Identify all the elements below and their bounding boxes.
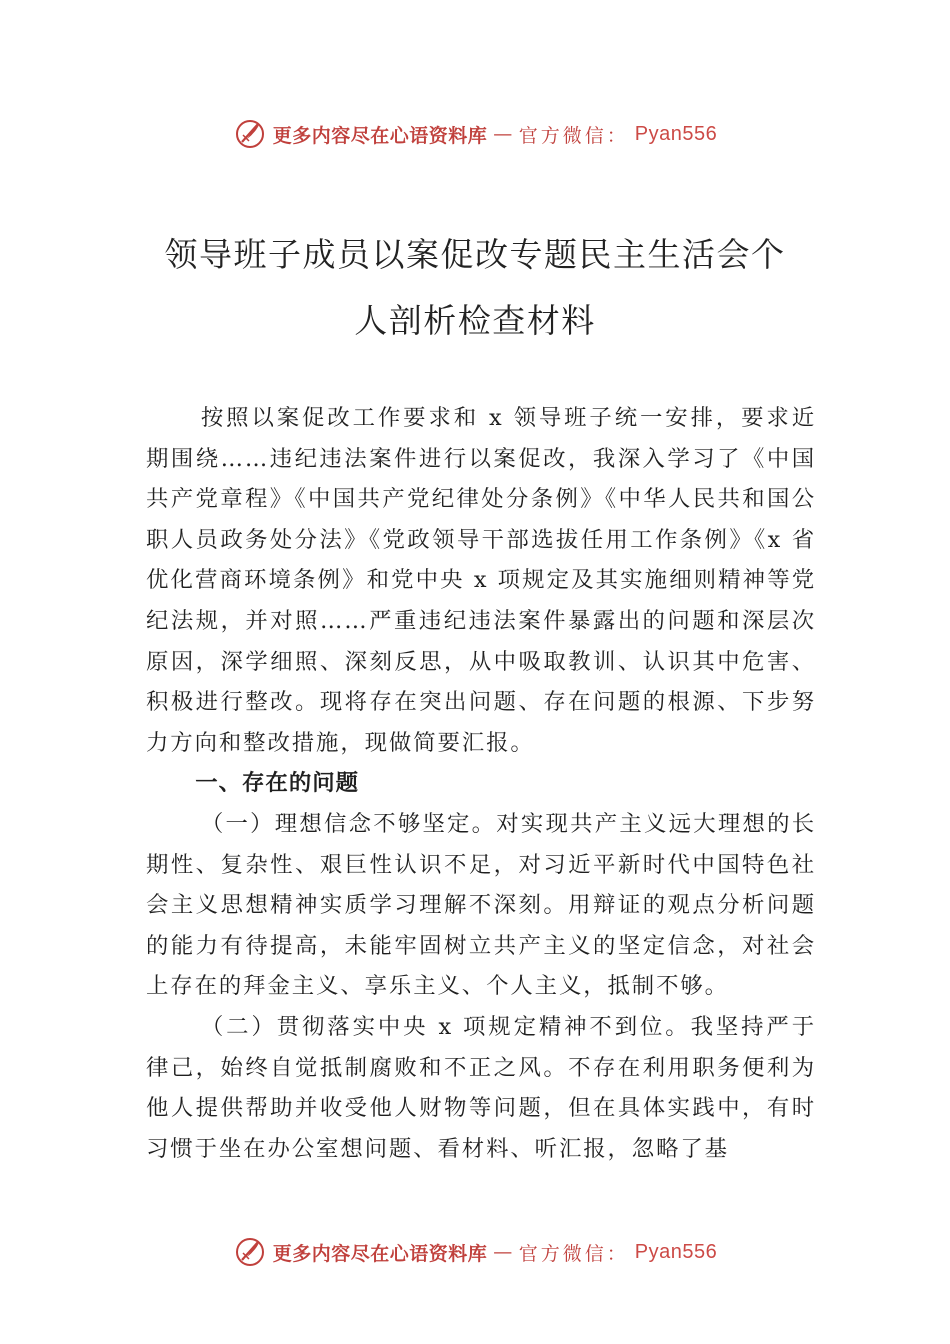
section-heading-problems: 一、存在的问题 bbox=[195, 770, 359, 797]
watermark-header bbox=[0, 114, 950, 154]
watermark-wechat-id: Pyan556 bbox=[634, 122, 718, 145]
watermark-brand-text: 更多内容尽在心语资料库 bbox=[272, 1242, 488, 1265]
paragraph-ideals: （一）理想信念不够坚定。对实现共产主义远大理想的长期性、复杂性、艰巨性认识不足，对习近平新时代中国特色社会主义思想精神实质学习理解不深刻。用辩证的观点分析问题的能力有待提高，未能牢固树立共产主义的坚定信念，对社会上存在的拜金主义、享乐主义、个人主义，抵制不够。 bbox=[146, 810, 816, 1000]
quill-feather-logo-icon bbox=[233, 117, 267, 151]
quill-feather-logo-icon bbox=[233, 1235, 267, 1269]
watermark-footer bbox=[0, 1232, 950, 1272]
document-title bbox=[140, 222, 810, 354]
title-line-1: 领导班子成员以案促改专题民主生活会个 bbox=[164, 235, 786, 274]
watermark-brand-text: 更多内容尽在心语资料库 bbox=[272, 124, 488, 147]
watermark-separator: — bbox=[493, 123, 513, 145]
watermark-wechat-label: 官方微信： bbox=[518, 124, 629, 147]
paragraph-regulations: （二）贯彻落实中央 x 项规定精神不到位。我坚持严于律己，始终自觉抵制腐败和不正之风。不存在利用职务便利为他人提供帮助并收受他人财物等问题，但在具体实践中，有时习惯于坐在办公室想问题、看材料、听汇报，忽略了基 bbox=[146, 1013, 816, 1162]
watermark-wechat-id: Pyan556 bbox=[634, 1240, 718, 1263]
document-body bbox=[146, 398, 816, 1169]
watermark-wechat-label: 官方微信： bbox=[518, 1242, 629, 1265]
title-line-2: 人剖析检查材料 bbox=[354, 301, 596, 340]
intro-paragraph: 按照以案促改工作要求和 x 领导班子统一安排，要求近期围绕……违纪违法案件进行以案促改，我深入学习了《中国共产党章程》《中国共产党纪律处分条例》《中华人民共和国公职人员政务处分法》《党政领导干部选拔任用工作条例》《x 省优化营商环境条例》和党中央 x 项规定及其实施细则精神等党纪法规，并对照……严重违纪违法案件暴露出的问题和深层次原因，深学细照、深刻反思，从中吸取教训、认识其中危害、积极进行整改。现将存在突出问题、存在问题的根源、下步努力方向和整改措施，现做简要汇报。 bbox=[146, 405, 816, 756]
watermark-separator: — bbox=[493, 1241, 513, 1263]
